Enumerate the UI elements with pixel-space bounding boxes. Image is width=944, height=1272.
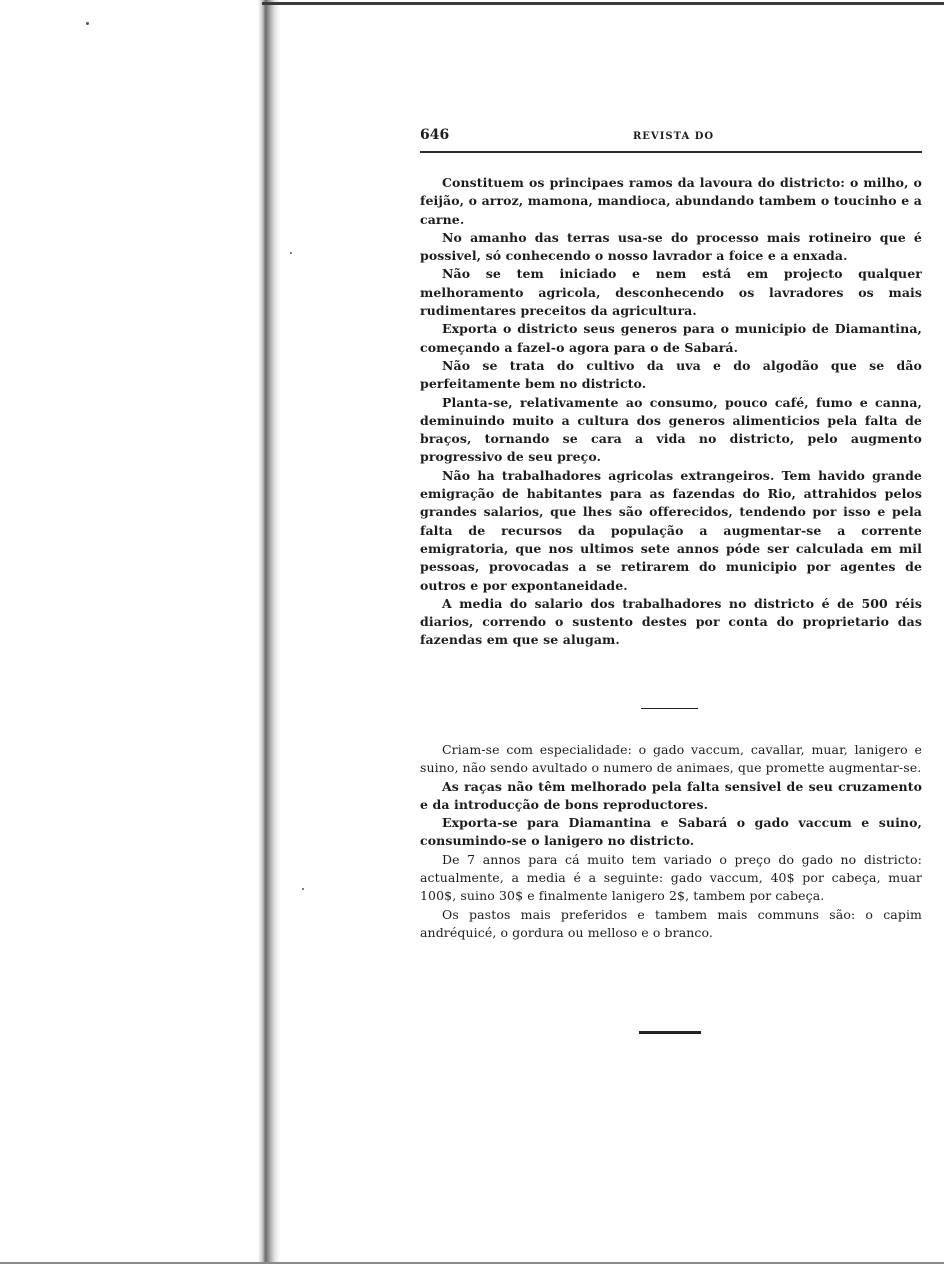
- livestock-section: [420, 741, 922, 942]
- left-blank-margin: [0, 0, 262, 1272]
- page-header: [420, 127, 922, 147]
- paragraph: Criam-se com especialidade: o gado vaccum, cavallar, muar, lanigero e suino, não sendo avultado o numero de animaes, que promette augmentar-se.: [420, 742, 922, 776]
- paragraph: As raças não têm melhorado pela falta sensivel de seu cruzamento e da introducção de bons reproductores.: [420, 778, 922, 812]
- dust-speck: [86, 22, 89, 25]
- paragraph: No amanho das terras usa-se do processo mais rotineiro que é possivel, só conhecendo o nosso lavrador a foice e a enxada.: [420, 229, 922, 264]
- dust-speck: [302, 888, 304, 890]
- paragraph: A media do salario dos trabalhadores no districto é de 500 réis diarios, correndo o sustento destes por conta do proprietario das fazendas em que se alugam.: [420, 595, 922, 648]
- book-binding-edge: [258, 0, 280, 1262]
- running-head: REVISTA DO: [633, 131, 715, 142]
- end-divider: [639, 1031, 701, 1034]
- paragraph: Não se tem iniciado e nem está em projecto qualquer melhoramento agricola, desconhecendo os lavradores os mais rudimentares preceitos da agricultura.: [420, 266, 922, 319]
- paragraph: Exporta-se para Diamantina e Sabará o gado vaccum e suino, consumindo-se o lanigero no districto.: [420, 815, 922, 849]
- paragraph: Não ha trabalhadores agricolas extrangeiros. Tem havido grande emigração de habitantes para as fazendas do Rio, attrahidos pelos grandes salarios, que lhes são offerecidos, tendendo por isso e pela falta de recursos da população a augmentar-se a corrente emigratoria, que nos ultimos sete annos póde ser calculada em mil pessoas, provocadas a se retirarem do municipio por agentes de outros e por expontaneidade.: [420, 467, 922, 593]
- paragraph: Exporta o districto seus generos para o municipio de Diamantina, começando a fazel-o agora para o de Sabará.: [420, 321, 922, 355]
- paragraph: Planta-se, relativamente ao consumo, pouco café, fumo e canna, deminuindo muito a cultura dos generos alimenticios pela falta de braços, tornando se cara a vida no districto, pelo augmento progressivo de seu preço.: [420, 394, 922, 465]
- page-content: [420, 0, 924, 1272]
- paragraph: Os pastos mais preferidos e tambem mais communs são: o capim andréquicé, o gordura ou melloso e o branco.: [420, 906, 922, 940]
- page-number: 646: [420, 127, 450, 143]
- dust-speck: [290, 252, 292, 254]
- section-divider: [641, 708, 698, 709]
- agriculture-section: [420, 174, 922, 650]
- paragraph: Constituem os principaes ramos da lavoura do districto: o milho, o feijão, o arroz, mamona, mandioca, abundando tambem o toucinho e a carne.: [420, 175, 922, 227]
- paragraph: De 7 annos para cá muito tem variado o preço do gado no districto: actualmente, a media é a seguinte: gado vaccum, 40$ por cabeça, muar 100$, suino 30$ e finalmente lanigero 2$, tambem por cabeça.: [420, 851, 922, 904]
- header-rule: [420, 151, 922, 153]
- paragraph: Não se trata do cultivo da uva e do algodão que se dão perfeitamente bem no districto.: [420, 357, 922, 392]
